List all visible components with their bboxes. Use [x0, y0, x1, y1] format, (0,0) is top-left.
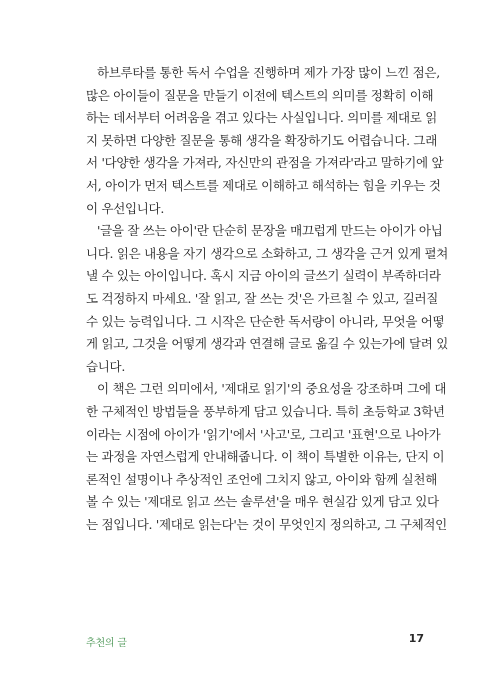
text-line: 하브루타를 통한 독서 수업을 진행하며 제가 가장 많이 느낀 점은,: [97, 65, 440, 80]
paragraph-1: [86, 62, 444, 220]
text-line: 서 '다양한 생각을 가져라, 자신만의 관점을 가져라'라고 말하기에 앞: [86, 155, 444, 171]
text-line: 한 구체적인 방법들을 풍부하게 담고 있습니다. 특히 초등학교 3학년: [86, 403, 445, 419]
text-line: 볼 수 있는 '제대로 읽고 쓰는 솔루션'을 매우 현실감 있게 담고 있다: [86, 494, 439, 510]
text-line: 하는 데서부터 어려움을 겪고 있다는 사실입니다. 의미를 제대로 읽: [86, 110, 437, 126]
text-line: 습니다.: [86, 358, 125, 374]
text-line: 이라는 시점에 아이가 '읽기'에서 '사고'로, 그리고 '표현'으로 나아가: [86, 426, 441, 442]
text-line: 도 걱정하지 마세요. '잘 읽고, 잘 쓰는 것'은 가르칠 수 있고, 길러질: [86, 290, 439, 306]
paragraph-2: [86, 220, 449, 378]
text-line: '글을 잘 쓰는 아이'란 단순히 문장을 매끄럽게 만드는 아이가 아닙: [97, 223, 443, 239]
text-line: 는 과정을 자연스럽게 안내해줍니다. 이 책이 특별한 이유는, 단지 이: [86, 449, 445, 465]
body-text: [86, 62, 449, 536]
text-line: 많은 아이들이 질문을 만들기 이전에 텍스트의 의미를 정확히 이해: [86, 87, 434, 103]
text-line: 서, 아이가 먼저 텍스트를 제대로 이해하고 해석하는 힘을 키우는 것: [86, 177, 441, 193]
text-line: 지 못하면 다양한 질문을 통해 생각을 확장하기도 어렵습니다. 그래: [86, 132, 437, 148]
page-number: 17: [408, 632, 424, 645]
text-line: 낼 수 있는 아이입니다. 혹시 지금 아이의 글쓰기 실력이 부족하더라: [86, 268, 441, 284]
text-line: 니다. 읽은 내용을 자기 생각으로 소화하고, 그 생각을 근거 있게 펼쳐: [86, 245, 449, 261]
text-line: 는 점입니다. '제대로 읽는다'는 것이 무엇인지 정의하고, 그 구체적인: [86, 516, 447, 532]
text-line: 게 읽고, 그것을 어떻게 생각과 연결해 글로 옮길 수 있는가에 달려 있: [86, 336, 449, 352]
text-line: 이 책은 그런 의미에서, '제대로 읽기'의 중요성을 강조하며 그에 대: [97, 381, 447, 397]
paragraph-3: [86, 378, 447, 536]
section-label: 추천의 글: [86, 638, 127, 649]
text-line: 론적인 설명이나 추상적인 조언에 그치지 않고, 아이와 함께 실천해: [86, 471, 437, 487]
text-line: 수 있는 능력입니다. 그 시작은 단순한 독서량이 아니라, 무엇을 어떻: [86, 313, 445, 329]
text-line: 이 우선입니다.: [86, 200, 164, 216]
